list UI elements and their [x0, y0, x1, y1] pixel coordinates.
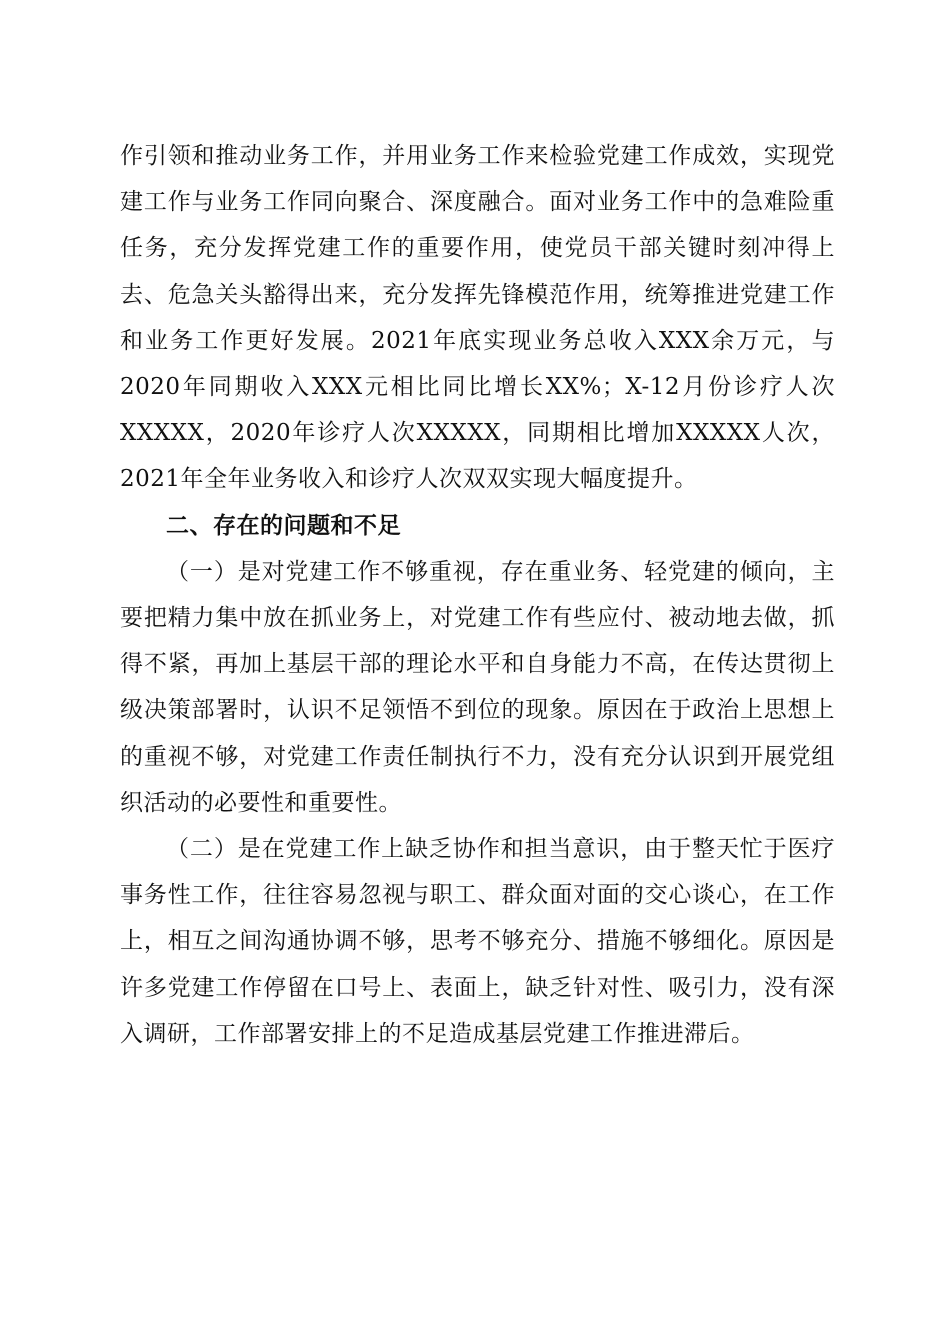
paragraph-problem-1: （一）是对党建工作不够重视，存在重业务、轻党建的倾向，主要把精力集中放在抓业务上，对党建工作有些应付、被动地去做，抓得不紧，再加上基层干部的理论水平和自身能力不高，在传达贯彻上级决策部署时，认识不足领悟不到位的现象。原因在于政治上思想上的重视不够，对党建工作责任制执行不力，没有充分认识到开展党组织活动的必要性和重要性。 [120, 558, 835, 816]
section-heading: 二、存在的问题和不足 [166, 512, 401, 539]
paragraph-problem-2: （二）是在党建工作上缺乏协作和担当意识，由于整天忙于医疗事务性工作，往往容易忽视与职工、群众面对面的交心谈心，在工作上，相互之间沟通协调不够，思考不够充分、措施不够细化。原因是许多党建工作停留在口号上、表面上，缺乏针对性、吸引力，没有深入调研，工作部署安排上的不足造成基层党建工作推进滞后。 [120, 836, 835, 1047]
paragraph-continuation: 作引领和推动业务工作，并用业务工作来检验党建工作成效，实现党建工作与业务工作同向聚合、深度融合。面对业务工作中的急难险重任务，充分发挥党建工作的重要作用，使党员干部关键时刻冲得上去、危急关头豁得出来，充分发挥先锋模范作用，统筹推进党建工作和业务工作更好发展。2021年底实现业务总收入XXX余万元，与2020年同期收入XXX元相比同比增长XX%；X-12月份诊疗人次XXXXX，2020年诊疗人次XXXXX，同期相比增加XXXXX人次，2021年全年业务收入和诊疗人次双双实现大幅度提升。 [120, 143, 835, 493]
document-body [120, 133, 835, 1057]
